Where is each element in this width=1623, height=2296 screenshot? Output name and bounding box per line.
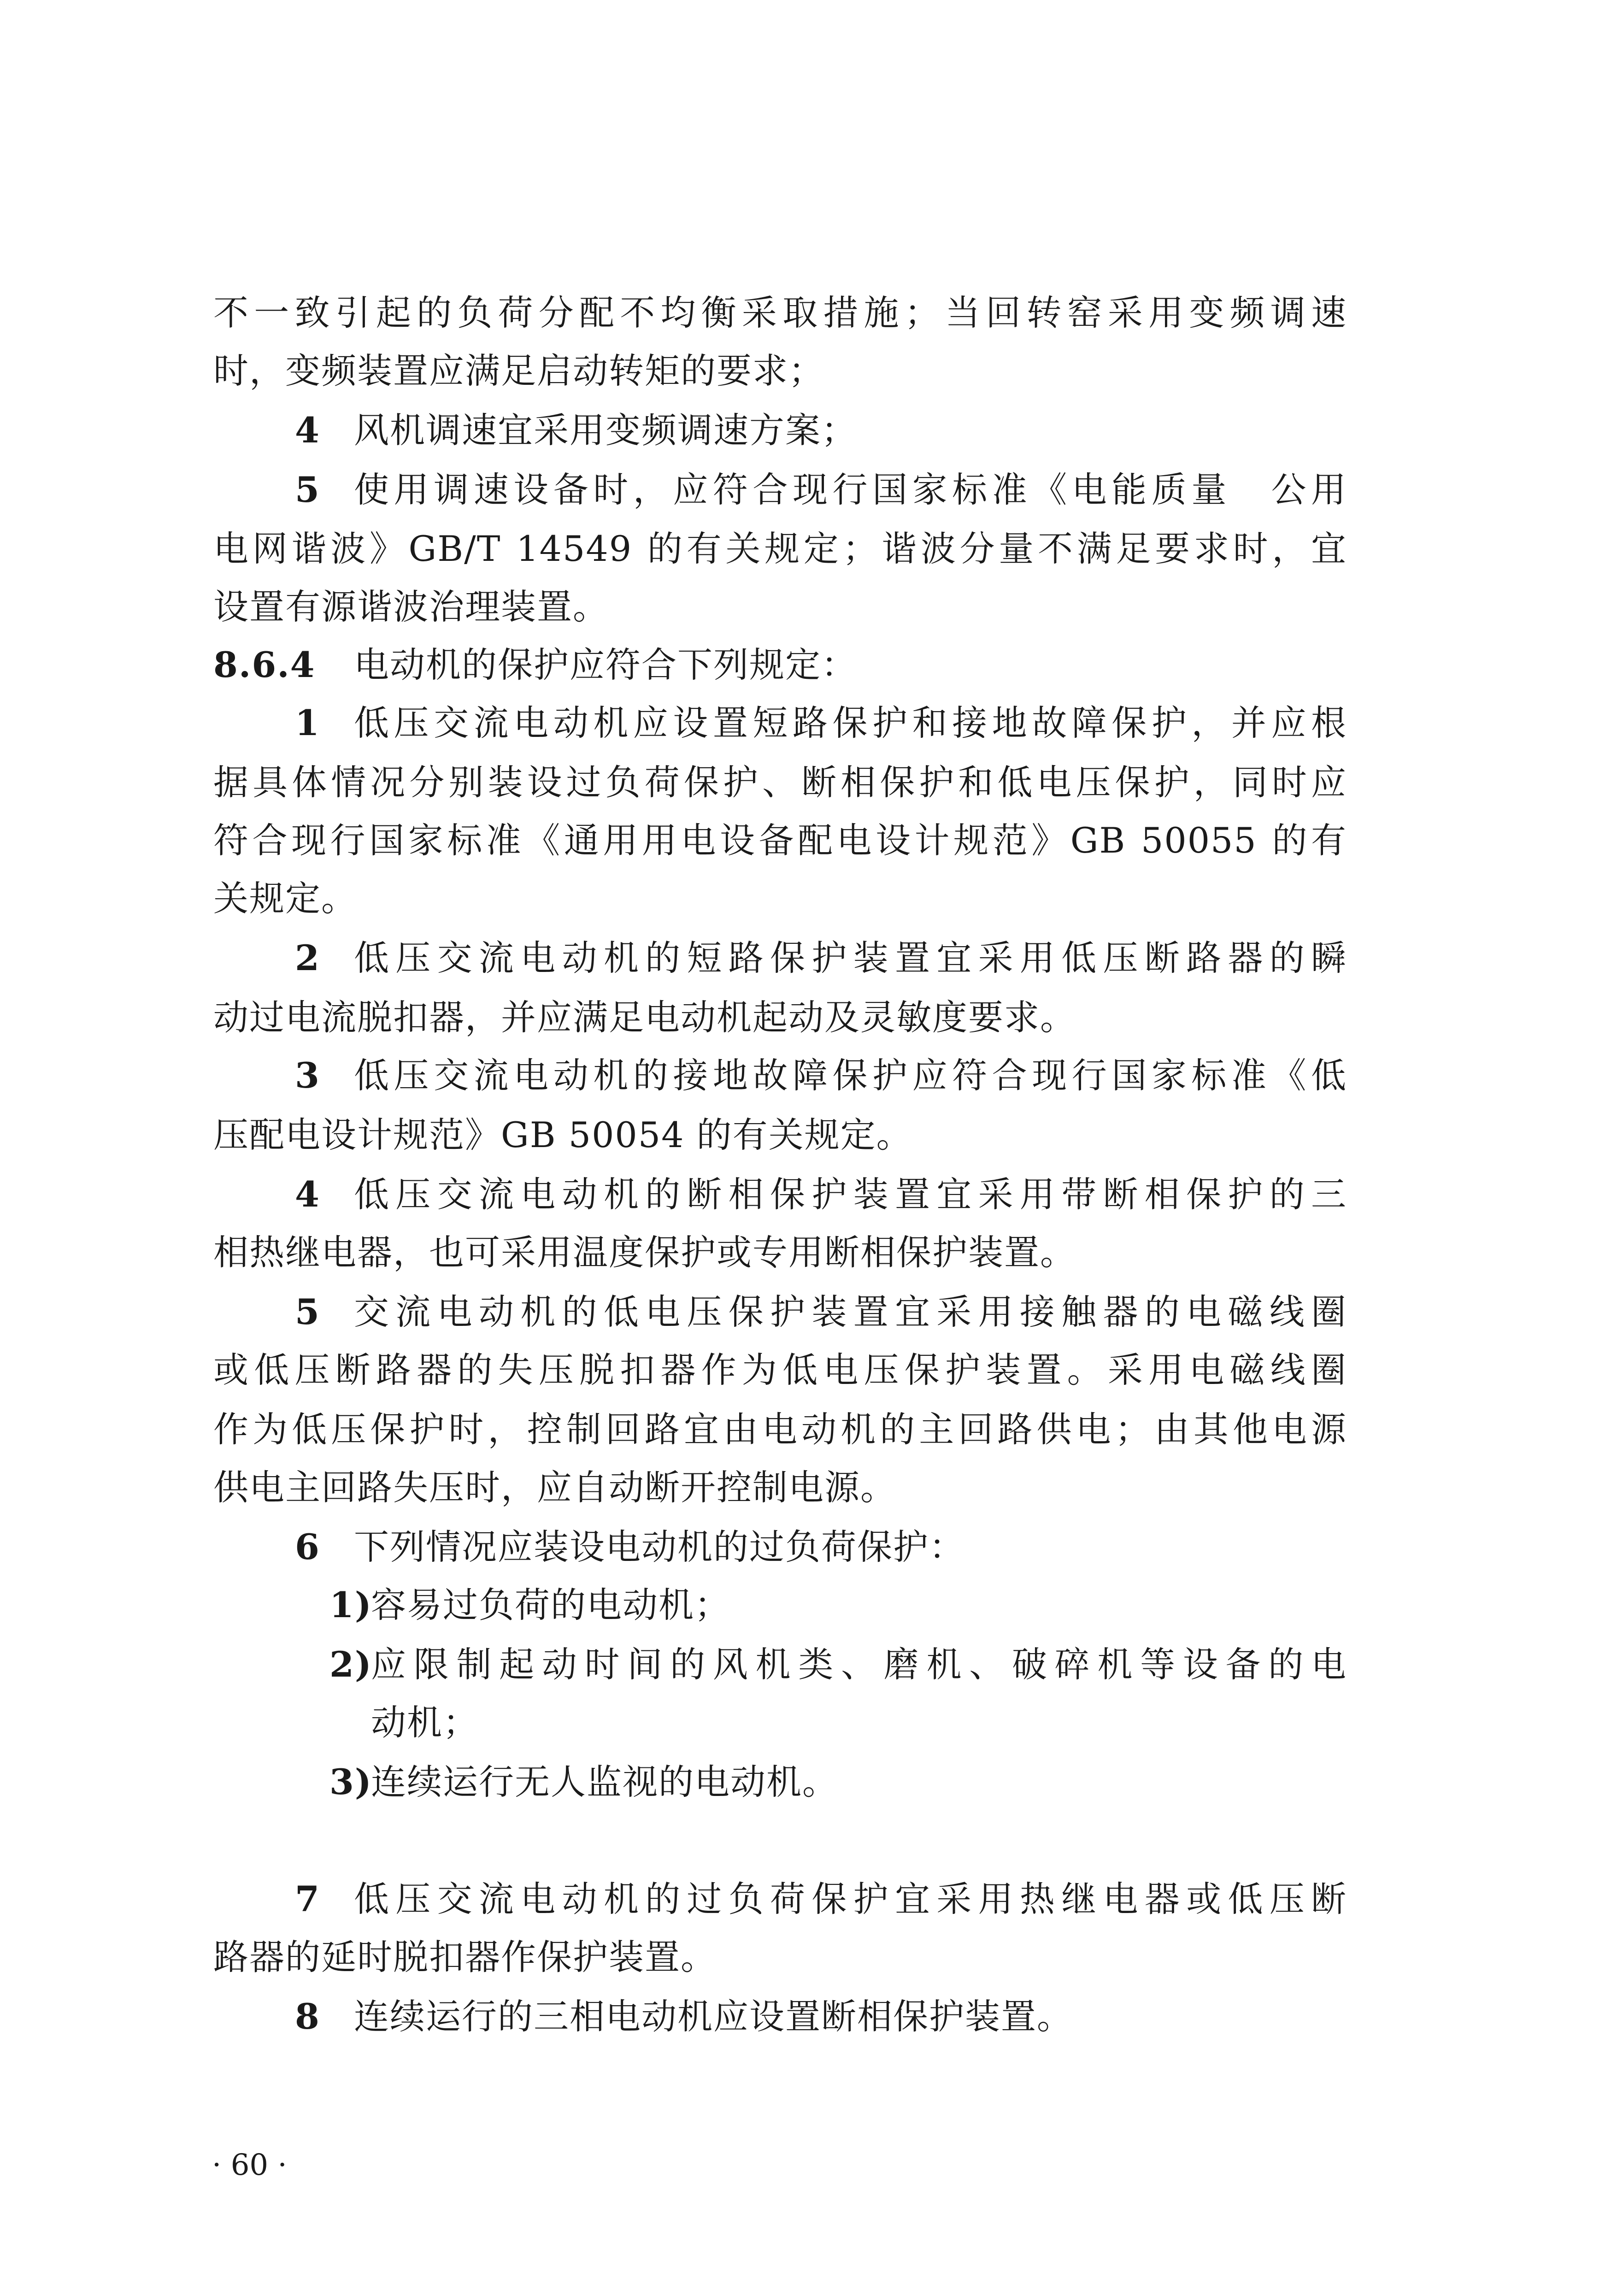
- page-number: · 60 ·: [212, 2148, 287, 2182]
- text-line: 压配电设计规范》GB 50054 的有关规定。: [213, 1114, 912, 1155]
- text-line: 符合现行国家标准《通用用电设备配电设计规范》GB 50055 的有: [213, 820, 1347, 861]
- text-line: 动过电流脱扣器，并应满足电动机起动及灵敏度要求。: [213, 997, 1076, 1038]
- text-line: 作为低压保护时，控制回路宜由电动机的主回路供电；由其他电源: [213, 1409, 1347, 1450]
- sub-item-number: 3): [329, 1761, 372, 1802]
- text-line: 低压交流电动机应设置短路保护和接地故障保护，并应根: [354, 702, 1347, 743]
- text-line: 应限制起动时间的风机类、磨机、破碎机等设备的电: [371, 1644, 1347, 1685]
- item-number: 6: [295, 1526, 320, 1567]
- text-line: 连续运行无人监视的电动机。: [371, 1761, 838, 1802]
- text-line: 容易过负荷的电动机；: [371, 1584, 730, 1625]
- text-line: 或低压断路器的失压脱扣器作为低电压保护装置。采用电磁线圈: [213, 1349, 1347, 1390]
- text-line: 相热继电器，也可采用温度保护或专用断相保护装置。: [213, 1232, 1076, 1273]
- item-number: 7: [295, 1878, 320, 1919]
- item-number: 3: [295, 1055, 320, 1096]
- text-line: 电网谐波》GB/T 14549 的有关规定；谐波分量不满足要求时，宜: [213, 528, 1347, 569]
- item-number: 8: [295, 1996, 320, 2037]
- item-number: 4: [295, 410, 320, 451]
- text-line: 设置有源谐波治理装置。: [213, 586, 609, 627]
- text-line: 路器的延时脱扣器作保护装置。: [213, 1937, 717, 1978]
- text-line: 时，变频装置应满足启动转矩的要求；: [213, 350, 824, 391]
- text-line: 关规定。: [213, 878, 357, 919]
- item-number: 1: [295, 702, 320, 743]
- text-line: 低压交流电动机的接地故障保护应符合现行国家标准《低: [354, 1055, 1347, 1096]
- text-line: 据具体情况分别装设过负荷保护、断相保护和低电压保护，同时应: [213, 762, 1347, 803]
- text-line: 低压交流电动机的过负荷保护宜采用热继电器或低压断: [354, 1878, 1347, 1919]
- text-line: 使用调速设备时，应符合现行国家标准《电能质量 公用: [354, 469, 1347, 510]
- text-line: 下列情况应装设电动机的过负荷保护：: [354, 1526, 965, 1567]
- clause-heading: 电动机的保护应符合下列规定：: [354, 644, 857, 685]
- text-line: 连续运行的三相电动机应设置断相保护装置。: [354, 1996, 1073, 2037]
- clause-number: 8.6.4: [213, 644, 316, 685]
- item-number: 2: [295, 937, 320, 978]
- text-line: 风机调速宜采用变频调速方案；: [354, 410, 857, 451]
- text-line: 不一致引起的负荷分配不均衡采取措施；当回转窑采用变频调速: [213, 292, 1347, 333]
- text-line: 低压交流电动机的短路保护装置宜采用低压断路器的瞬: [354, 937, 1347, 978]
- item-number: 5: [295, 469, 320, 510]
- item-number: 4: [295, 1174, 320, 1215]
- item-number: 5: [295, 1291, 320, 1332]
- text-line: 供电主回路失压时，应自动断开控制电源。: [213, 1467, 896, 1508]
- sub-item-number: 1): [329, 1584, 372, 1625]
- sub-item-number: 2): [329, 1644, 372, 1685]
- text-line: 低压交流电动机的断相保护装置宜采用带断相保护的三: [354, 1174, 1347, 1215]
- text-line: 动机；: [371, 1702, 479, 1743]
- text-line: 交流电动机的低电压保护装置宜采用接触器的电磁线圈: [354, 1291, 1347, 1332]
